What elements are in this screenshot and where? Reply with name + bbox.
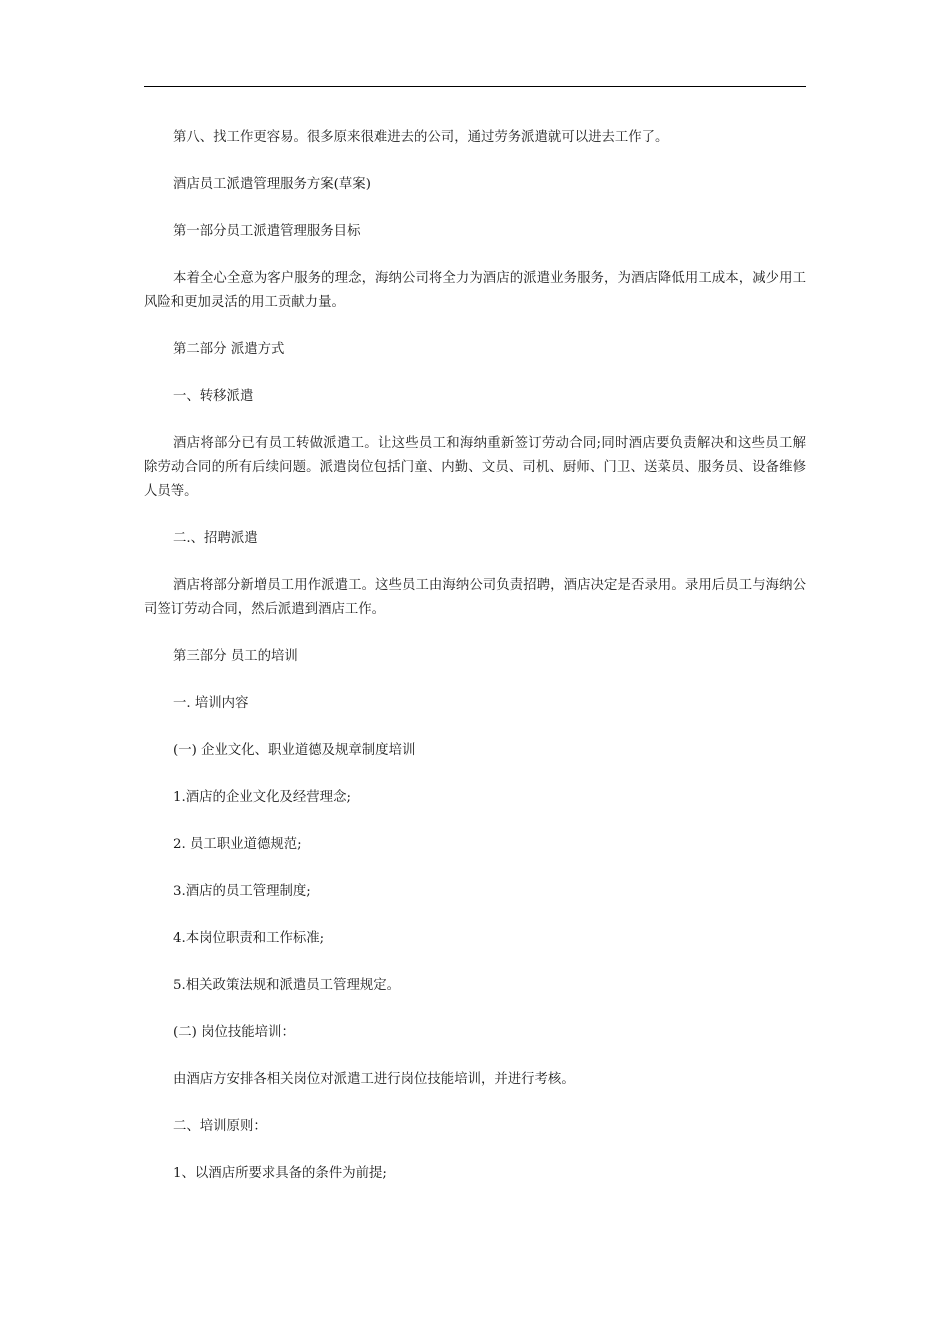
list-item-4: 4.本岗位职责和工作标准; [173,931,325,946]
document-body [144,126,806,1209]
subheading-recruit-dispatch: 二.、招聘派遣 [173,531,258,546]
paragraph-service-goal: 本着全心全意为客户服务的理念，海纳公司将全力为酒店的派遣业务服务，为酒店降低用工成本，减少用工风险和更加灵活的用工贡献力量。 [144,271,806,310]
list-item-2: 2. 员工职业道德规范; [173,837,302,852]
section-heading-part-2: 第二部分 派遣方式 [173,342,285,357]
paragraph-item-8-benefit: 第八、找工作更容易。很多原来很难进去的公司，通过劳务派遣就可以进去工作了。 [173,130,669,145]
list-item-principle-1: 1、以酒店所要求具备的条件为前提; [173,1166,387,1181]
list-item-5: 5.相关政策法规和派遣员工管理规定。 [173,978,401,993]
paragraph-skill-training: 由酒店方安排各相关岗位对派遣工进行岗位技能培训，并进行考核。 [173,1072,575,1087]
section-heading-part-3: 第三部分 员工的培训 [173,649,298,664]
header-rule [144,86,806,87]
subheading-skill-training: (二) 岗位技能培训： [173,1025,295,1040]
list-item-1: 1.酒店的企业文化及经营理念; [173,790,351,805]
paragraph-recruit-dispatch: 酒店将部分新增员工用作派遣工。这些员工由海纳公司负责招聘，酒店决定是否录用。录用后员工与海纳公司签订劳动合同，然后派遣到酒店工作。 [144,578,806,617]
document-title: 酒店员工派遣管理服务方案(草案) [173,177,371,192]
list-item-3: 3.酒店的员工管理制度; [173,884,311,899]
section-heading-part-1: 第一部分员工派遣管理服务目标 [173,224,361,239]
paragraph-transfer-dispatch: 酒店将部分已有员工转做派遣工。让这些员工和海纳重新签订劳动合同;同时酒店要负责解决和这些员工解除劳动合同的所有后续问题。派遣岗位包括门童、内勤、文员、司机、厨师、门卫、送菜员、服务员、设备维修人员等。 [144,436,806,499]
subheading-transfer-dispatch: 一、转移派遣 [173,389,254,404]
subheading-culture-training: (一) 企业文化、职业道德及规章制度培训 [173,743,416,758]
subheading-training-principles: 二、培训原则： [173,1119,267,1134]
subheading-training-content: 一. 培训内容 [173,696,249,711]
